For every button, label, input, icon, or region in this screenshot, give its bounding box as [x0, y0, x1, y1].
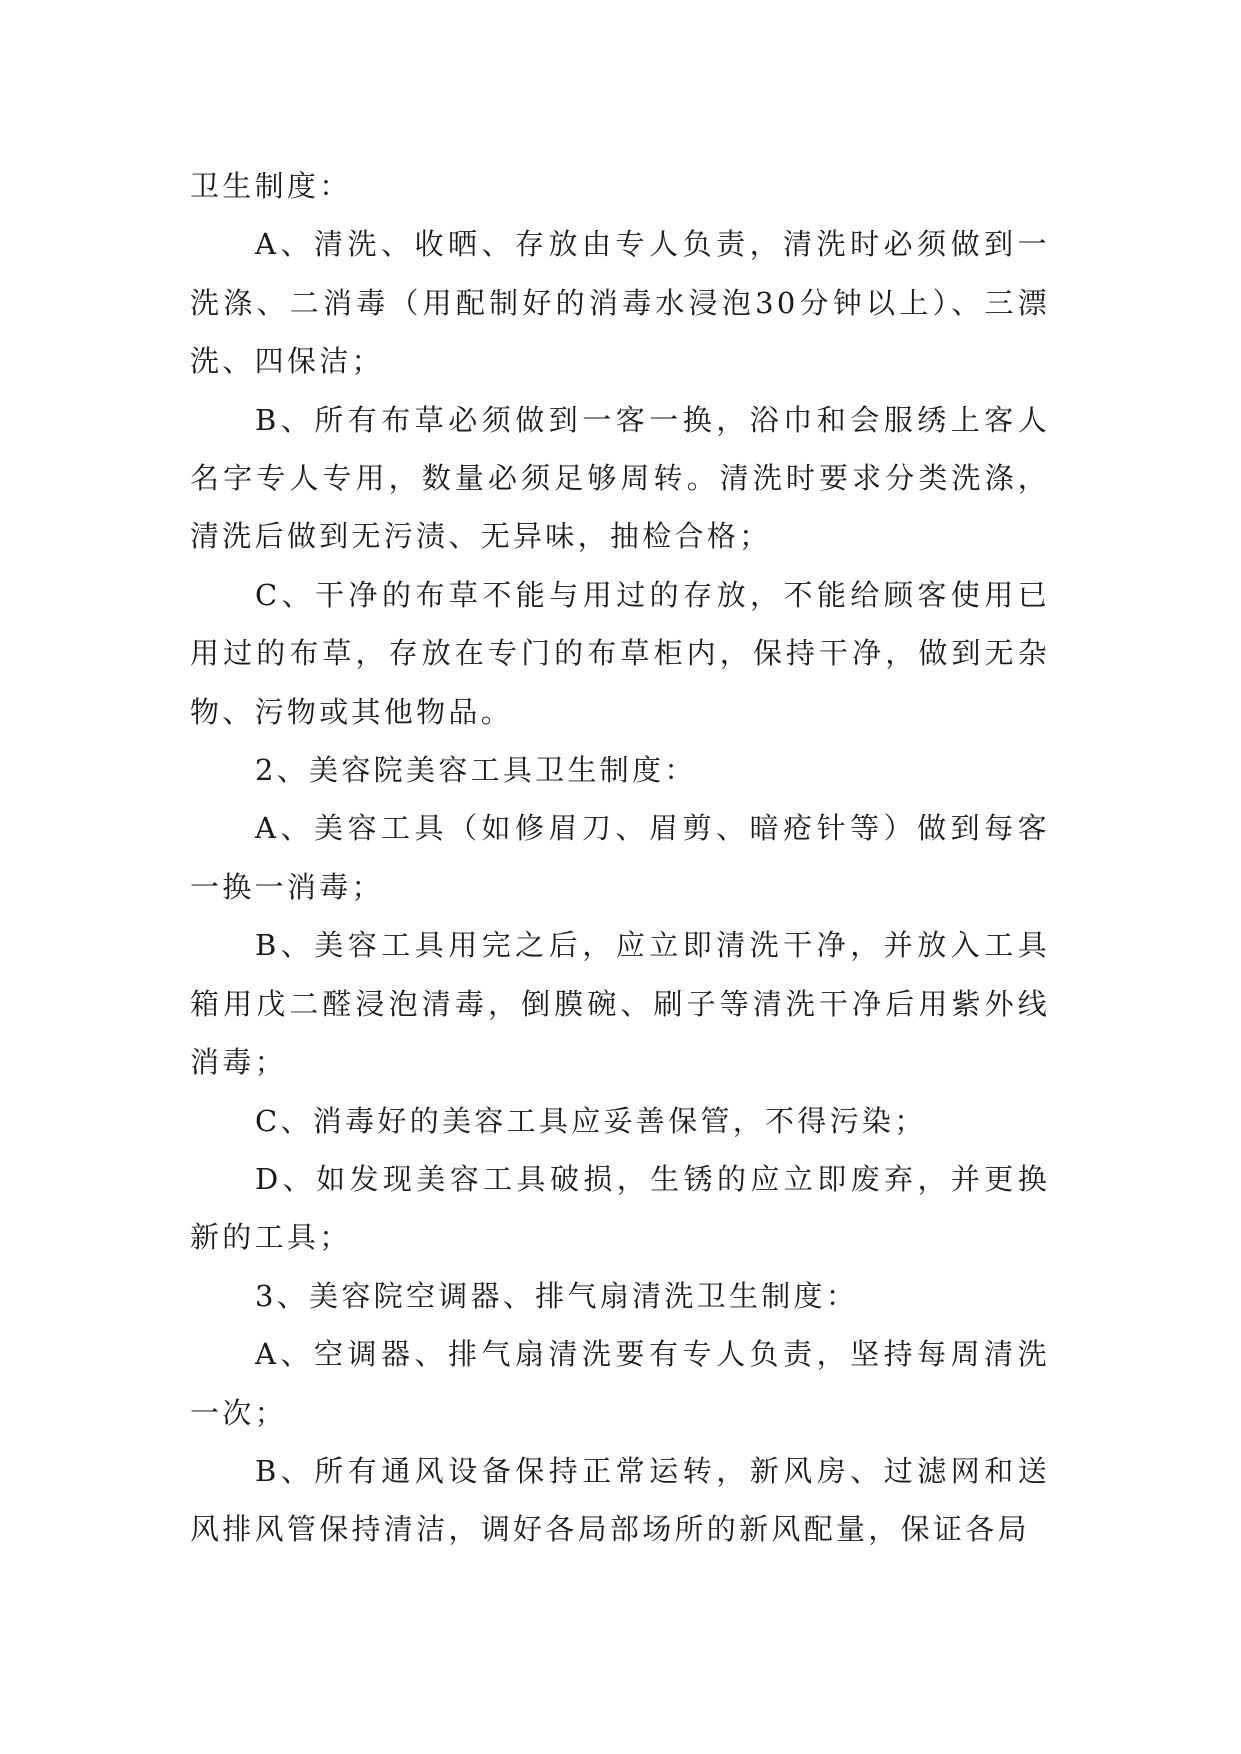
paragraph-tools-b: B、美容工具用完之后，应立即清洗干净，并放入工具箱用戊二醛浸泡清毒，倒膜碗、刷子等清洗干净后用紫外线消毒； [190, 928, 1050, 1080]
paragraph-linen-a: A、清洗、收晒、存放由专人负责，清洗时必须做到一洗涤、二消毒（用配制好的消毒水浸泡30分钟以上）、三漂洗、四保洁； [190, 227, 1050, 379]
paragraph-continuation: 卫生制度： [190, 169, 352, 203]
section-heading-tools: 2、美容院美容工具卫生制度： [255, 753, 697, 788]
paragraph-ventilation-b: B、所有通风设备保持正常运转，新风房、过滤网和送风排风管保持清洁，调好各局部场所的新风配量，保证各局 [190, 1453, 1050, 1547]
paragraph-tools-d: D、如发现美容工具破损，生锈的应立即废弃，并更换新的工具； [190, 1161, 1050, 1255]
paragraph-linen-b: B、所有布草必须做到一客一换，浴巾和会服绣上客人名字专人专用，数量必须足够周转。清洗时要求分类洗涤，清洗后做到无污渍、无异味，抽检合格； [190, 402, 1050, 554]
section-heading-ventilation: 3、美容院空调器、排气扇清洗卫生制度： [255, 1278, 859, 1313]
document-body [190, 157, 1050, 1559]
paragraph-tools-a: A、美容工具（如修眉刀、眉剪、暗疮针等）做到每客一换一消毒； [190, 811, 1050, 904]
paragraph-linen-c: C、干净的布草不能与用过的存放，不能给顾客使用已用过的布草，存放在专门的布草柜内，保持干净，做到无杂物、污物或其他物品。 [190, 577, 1050, 729]
paragraph-ventilation-a: A、空调器、排气扇清洗要有专人负责，坚持每周清洗一次； [190, 1337, 1050, 1430]
paragraph-tools-c: C、消毒好的美容工具应妥善保管，不得污染； [255, 1103, 927, 1138]
